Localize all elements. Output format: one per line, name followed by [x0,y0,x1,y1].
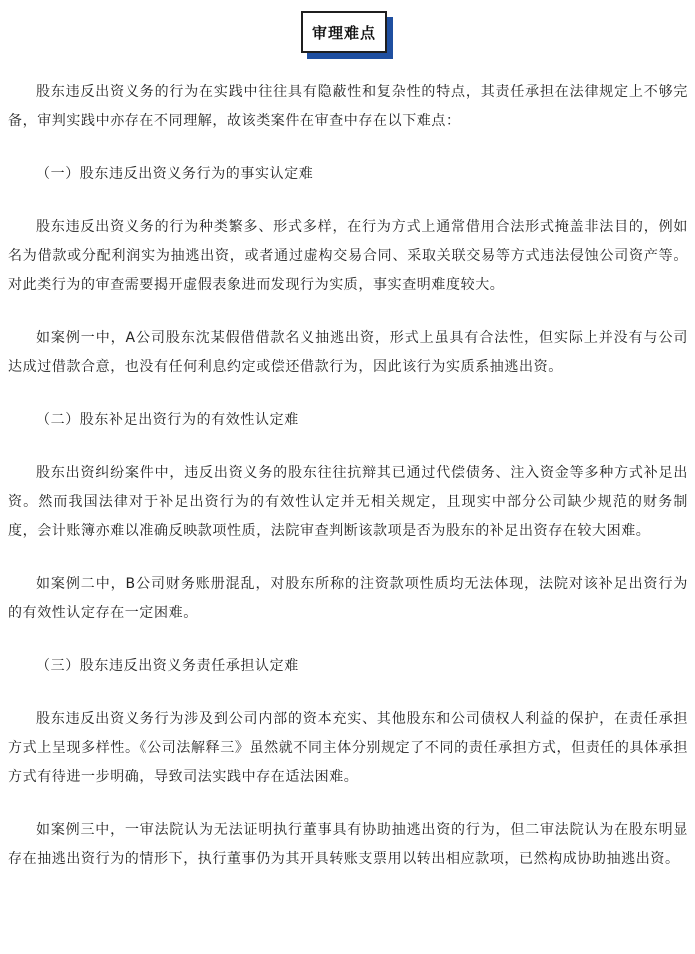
paragraph-case-one: 如案例一中，A公司股东沈某假借借款名义抽逃出资，形式上虽具有合法性，但实际上并没有与公司达成过借款合意，也没有任何利息约定或偿还借款行为，因此该行为实质系抽逃出资。 [8,330,688,375]
paragraph-liability: 股东违反出资义务行为涉及到公司内部的资本充实、其他股东和公司债权人利益的保护，在责任承担方式上呈现多样性。《公司法解释三》虽然就不同主体分别规定了不同的责任承担方式，但责任的具体承担方式有待进一步明确，导致司法实践中存在适法困难。 [8,711,688,785]
subheading-validity: （二）股东补足出资行为的有效性认定难 [36,412,299,428]
subheading-fact-finding: （一）股东违反出资义务行为的事实认定难 [36,166,314,182]
paragraph-case-three: 如案例三中，一审法院认为无法证明执行董事具有协助抽逃出资的行为，但二审法院认为在股东明显存在抽逃出资行为的情形下，执行董事仍为其开具转账支票用以转出相应款项，已然构成协助抽逃出资。 [8,822,688,867]
section-title: 审理难点 [301,11,387,53]
paragraph-case-two: 如案例二中，B公司财务账册混乱，对股东所称的注资款项性质均无法体现，法院对该补足出资行为的有效性认定存在一定困难。 [8,576,688,621]
article-body [8,78,688,898]
paragraph-intro: 股东违反出资义务的行为在实践中往往具有隐蔽性和复杂性的特点，其责任承担在法律规定上不够完备，审判实践中亦存在不同理解，故该类案件在审查中存在以下难点： [8,84,688,129]
paragraph-validity: 股东出资纠纷案件中，违反出资义务的股东往往抗辩其已通过代偿债务、注入资金等多种方式补足出资。然而我国法律对于补足出资行为的有效性认定并无相关规定，且现实中部分公司缺少规范的财务制度，会计账簿亦难以准确反映款项性质，法院审查判断该款项是否为股东的补足出资存在较大困难。 [8,465,688,539]
paragraph-fact-finding: 股东违反出资义务的行为种类繁多、形式多样，在行为方式上通常借用合法形式掩盖非法目的，例如名为借款或分配利润实为抽逃出资，或者通过虚构交易合同、采取关联交易等方式违法侵蚀公司资产等。对此类行为的审查需要揭开虚假表象进而发现行为实质，事实查明难度较大。 [8,219,688,293]
section-title-block [301,11,387,53]
subheading-liability: （三）股东违反出资义务责任承担认定难 [36,658,299,674]
